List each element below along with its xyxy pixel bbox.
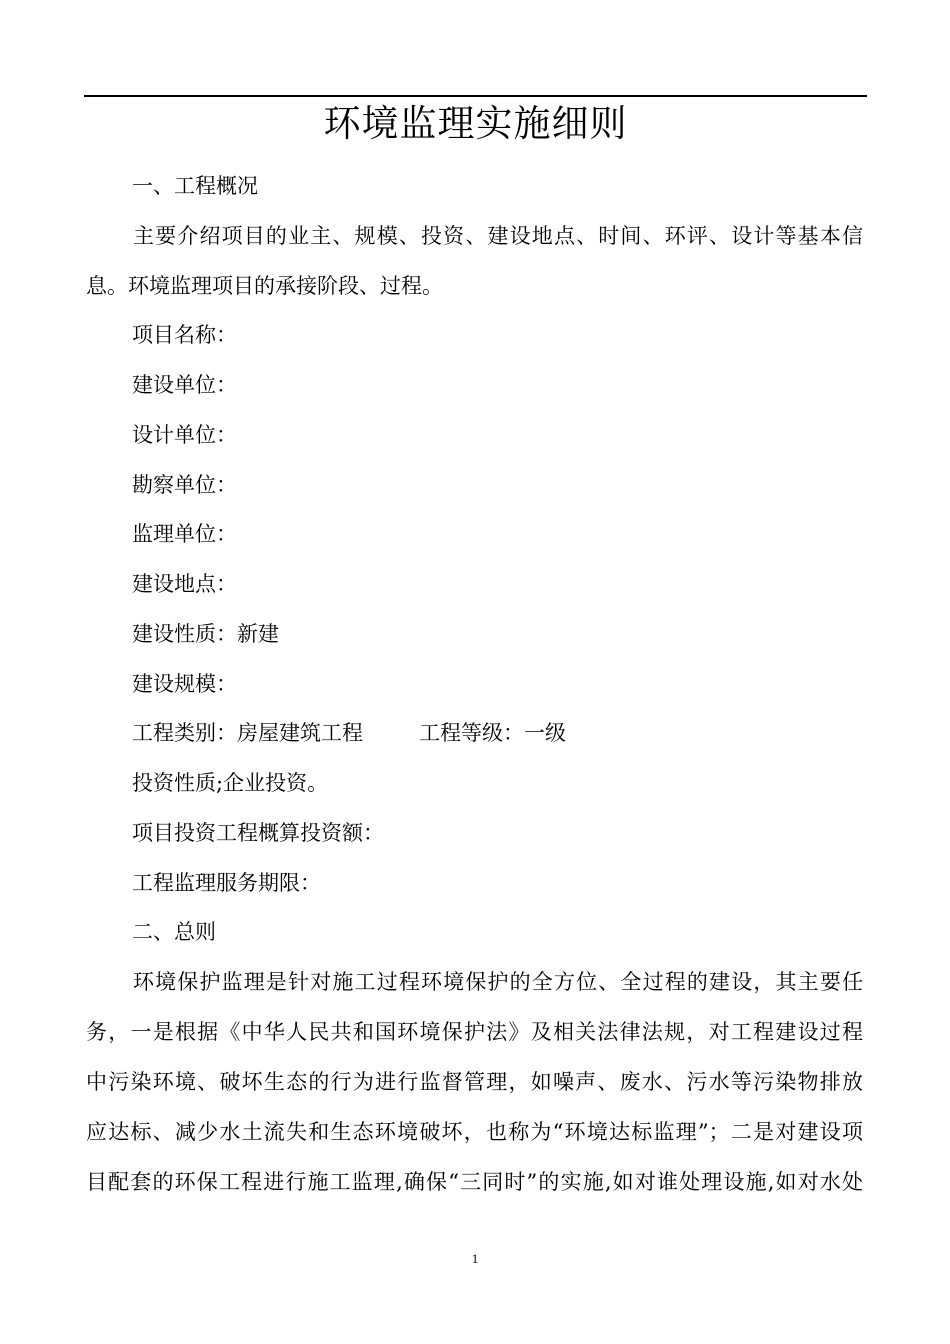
general-line-2: 务，一是根据《中华人民共和国环境保护法》及相关法律法规，对工程建设过程 [86,1020,863,1044]
field-supervision-unit: 监理单位： [132,522,237,546]
field-nature: 建设性质：新建 [132,622,279,646]
field-location: 建设地点： [132,572,237,596]
field-category: 工程类别：房屋建筑工程 [132,721,363,745]
section-heading-overview: 一、工程概况 [132,174,258,198]
document-title: 环境监理实施细则 [323,102,628,145]
general-line-1: 环境保护监理是针对施工过程环境保护的全方位、全过程的建设，其主要任 [133,970,863,994]
general-line-4: 应达标、减少水土流失和生态环境破坏，也称为“环境达标监理”；二是对建设项 [86,1120,863,1144]
general-paragraph [86,957,863,1207]
section-heading-general: 二、总则 [132,920,216,944]
header-rule [84,95,867,97]
intro-line-2: 息。环境监理项目的承接阶段、过程。 [86,274,443,298]
general-line-5: 目配套的环保工程进行施工监理,确保“三同时”的实施,如对谁处理设施,如对水处 [86,1170,863,1194]
field-survey-unit: 勘察单位： [132,473,237,497]
field-project-name: 项目名称： [132,323,237,347]
field-grade: 工程等级：一级 [419,721,566,745]
field-investment-nature: 投资性质;企业投资。 [132,771,329,795]
intro-paragraph [86,211,863,311]
field-scale: 建设规模： [132,672,237,696]
field-service-period: 工程监理服务期限： [132,871,321,895]
page-number: 1 [471,1251,479,1266]
field-construction-unit: 建设单位： [132,373,237,397]
field-category-grade-row [132,718,566,748]
field-design-unit: 设计单位： [132,423,237,447]
intro-line-1: 主要介绍项目的业主、规模、投资、建设地点、时间、环评、设计等基本信 [133,224,863,248]
field-investment-amount: 项目投资工程概算投资额： [132,821,384,845]
general-line-3: 中污染环境、破坏生态的行为进行监督管理，如噪声、废水、污水等污染物排放 [86,1070,863,1094]
